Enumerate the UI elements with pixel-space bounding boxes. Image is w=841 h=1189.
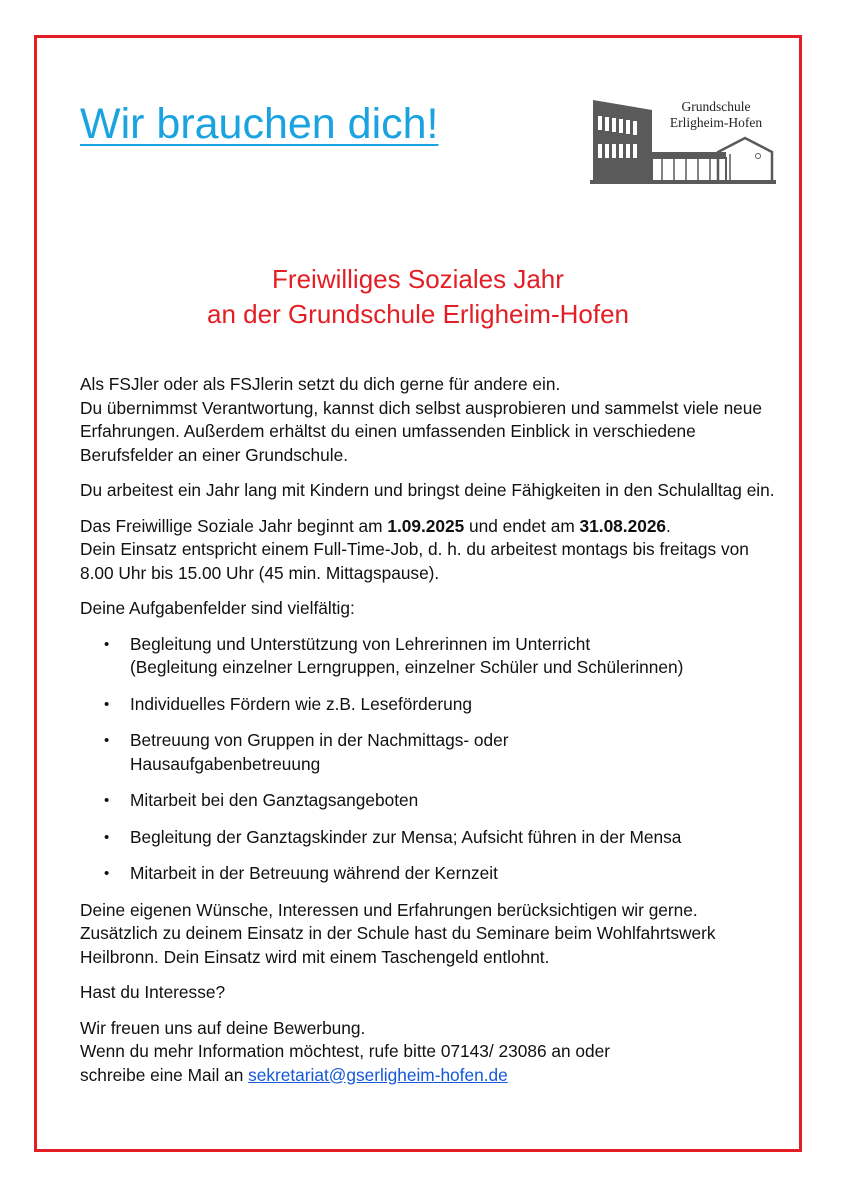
body-text bbox=[80, 373, 780, 1099]
task-line: Betreuung von Gruppen in der Nachmittags- oder bbox=[130, 730, 509, 750]
subtitle-line-2: an der Grundschule Erligheim-Hofen bbox=[207, 299, 629, 329]
task-line: Mitarbeit in der Betreuung während der Kernzeit bbox=[130, 863, 498, 883]
task-line: Individuelles Fördern wie z.B. Leseförderung bbox=[130, 693, 472, 714]
task-list bbox=[80, 633, 780, 886]
dates-prefix: Das Freiwillige Soziale Jahr beginnt am bbox=[80, 515, 388, 536]
intro-paragraph bbox=[80, 373, 780, 467]
working-hours: Dein Einsatz entspricht einem Full-Time-Job, d. h. du arbeitest montags bis freitags von 8.00 Uhr bis 15.00 Uhr (45 min. Mittagspause). bbox=[80, 539, 749, 583]
start-date: 1.09.2025 bbox=[387, 515, 465, 536]
task-line: Hausaufgabenbetreuung bbox=[130, 753, 321, 774]
task-line: (Begleitung einzelner Lerngruppen, einzelner Schüler und Schülerinnen) bbox=[130, 657, 684, 677]
list-item bbox=[130, 729, 780, 776]
list-item bbox=[130, 633, 780, 680]
task-line: Begleitung der Ganztagskinder zur Mensa; Aufsicht führen in der Mensa bbox=[130, 826, 682, 847]
list-item bbox=[130, 693, 780, 717]
list-item bbox=[130, 826, 780, 850]
logo-line-2: Erligheim-Hofen bbox=[669, 115, 763, 130]
headline: Wir brauchen dich! bbox=[80, 100, 439, 148]
closing-line-3: schreibe eine Mail an bbox=[80, 1064, 249, 1085]
dates-middle: und endet am bbox=[464, 515, 580, 536]
wishes-paragraph: Deine eigenen Wünsche, Interessen und Erfahrungen berücksichtigen wir gerne. Zusätzlich zu deinem Einsatz in der Schule hast du Seminare beim Wohlfahrtswerk Heilbronn. Dein Einsatz wird mit einem Taschengeld entlohnt. bbox=[80, 899, 716, 967]
year-paragraph: Du arbeitest ein Jahr lang mit Kindern und bringst deine Fähigkeiten in den Schulalltag ein. bbox=[80, 480, 775, 500]
list-item bbox=[130, 862, 780, 886]
subtitle-line-1: Freiwilliges Soziales Jahr bbox=[272, 264, 564, 294]
closing-line-2: Wenn du mehr Information möchtest, rufe bitte 07143/ 23086 an oder bbox=[80, 1041, 610, 1061]
closing-paragraph bbox=[80, 1017, 780, 1088]
subtitle bbox=[34, 262, 802, 332]
task-line: Mitarbeit bei den Ganztagsangeboten bbox=[130, 790, 419, 810]
end-date: 31.08.2026 bbox=[579, 515, 667, 536]
dates-suffix: . bbox=[666, 515, 671, 536]
closing-line-1: Wir freuen uns auf deine Bewerbung. bbox=[80, 1017, 366, 1038]
email-link[interactable]: sekretariat@gserligheim-hofen.de bbox=[248, 1064, 508, 1085]
list-item bbox=[130, 789, 780, 813]
intro-line-1: Als FSJler oder als FSJlerin setzt du dich gerne für andere ein. bbox=[80, 374, 561, 394]
task-line: Begleitung und Unterstützung von Lehrerinnen im Unterricht bbox=[130, 633, 591, 654]
dates-paragraph bbox=[80, 515, 780, 586]
intro-line-2: Du übernimmst Verantwortung, kannst dich selbst ausprobieren und sammelst viele neue Erfahrungen. Außerdem erhältst du einen umfassenden Einblick in verschiedene Berufsfelder an einer Grundschule. bbox=[80, 397, 763, 465]
question: Hast du Interesse? bbox=[80, 982, 226, 1002]
logo-line-1: Grundschule bbox=[681, 99, 751, 114]
tasks-intro: Deine Aufgabenfelder sind vielfältig: bbox=[80, 598, 355, 618]
school-logo bbox=[590, 94, 780, 186]
